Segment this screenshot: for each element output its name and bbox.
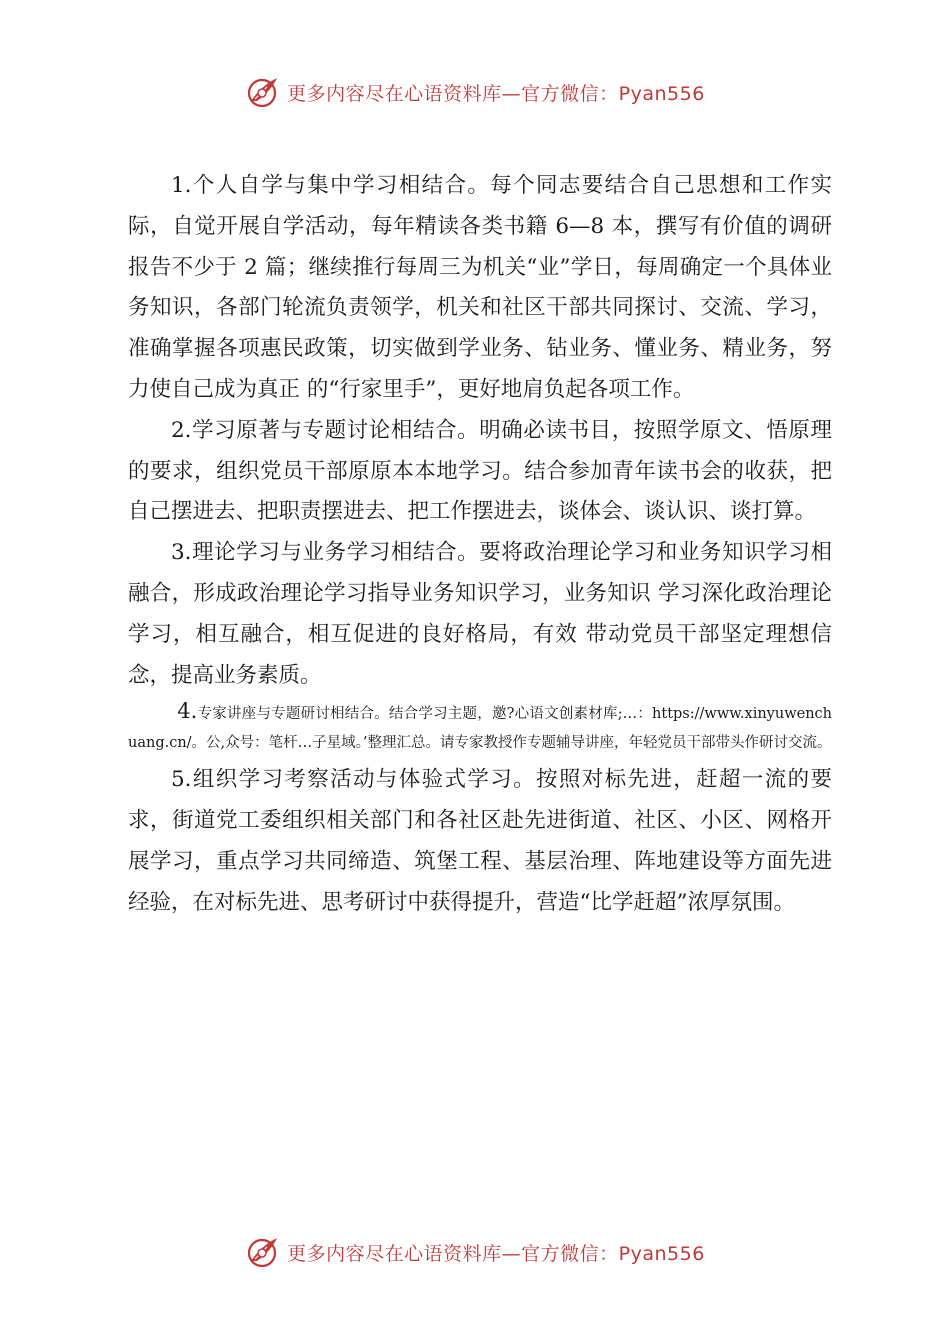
paragraph-4-number: 4. bbox=[177, 699, 198, 724]
footer-banner bbox=[0, 1232, 950, 1272]
header-banner bbox=[0, 72, 950, 112]
header-banner-text: 更多内容尽在心语资料库—官方微信：Pyan556 bbox=[287, 82, 705, 105]
quill-seal-icon bbox=[245, 74, 281, 110]
footer-banner-text: 更多内容尽在心语资料库—官方微信：Pyan556 bbox=[287, 1242, 705, 1265]
quill-seal-icon bbox=[245, 1234, 281, 1270]
document-body bbox=[128, 166, 832, 924]
paragraph-3: 3.理论学习与业务学习相结合。要将政治理论学习和业务知识学习相融合，形成政治理论学习指导业务知识学习，业务知识 学习深化政治理论学习，相互融合，相互促进的良好格局，有效 带动党员干部坚定理想信念，提高业务素质。 bbox=[128, 540, 832, 688]
paragraph-1: 1.个人自学与集中学习相结合。每个同志要结合自己思想和工作实际，自觉开展自学活动，每年精读各类书籍 6—8 本，撰写有价值的调研报告不少于 2 篇；继续推行每周三为机关“业”学日，每周确定一个具体业务知识，各部门轮流负责领学，机关和社区干部共同探讨、交流、学习，准确掌握各项惠民政策，切实做到学业务、钻业务、懂业务、精业务，努力使自己成为真正 的“行家里手”，更好地肩负起各项工作。 bbox=[128, 173, 832, 402]
paragraph-4-text: 专家讲座与专题研讨相结合。结合学习主题，邀?心语文创素材库;…：https://www.xinyuwenchuang.cn/。公,众号：笔杆…子星域。’整理汇总。请专家教授作专题辅导讲座，年轻党员干部带头作研讨交流。 bbox=[128, 706, 832, 752]
paragraph-4 bbox=[128, 697, 832, 758]
paragraph-2: 2.学习原著与专题讨论相结合。明确必读书目，按照学原文、悟原理的要求，组织党员干部原原本本地学习。结合参加青年读书会的收获，把自己摆进去、把职责摆进去、把工作摆进去，谈体会、谈认识、谈打算。 bbox=[128, 417, 832, 525]
paragraph-5: 5.组织学习考察活动与体验式学习。按照对标先进，赶超一流的要求，街道党工委组织相关部门和各社区赴先进街道、社区、小区、网格开展学习，重点学习共同缔造、筑堡工程、基层治理、阵地建设等方面先进经验，在对标先进、思考研讨中获得提升，营造“比学赶超”浓厚氛围。 bbox=[128, 767, 832, 915]
